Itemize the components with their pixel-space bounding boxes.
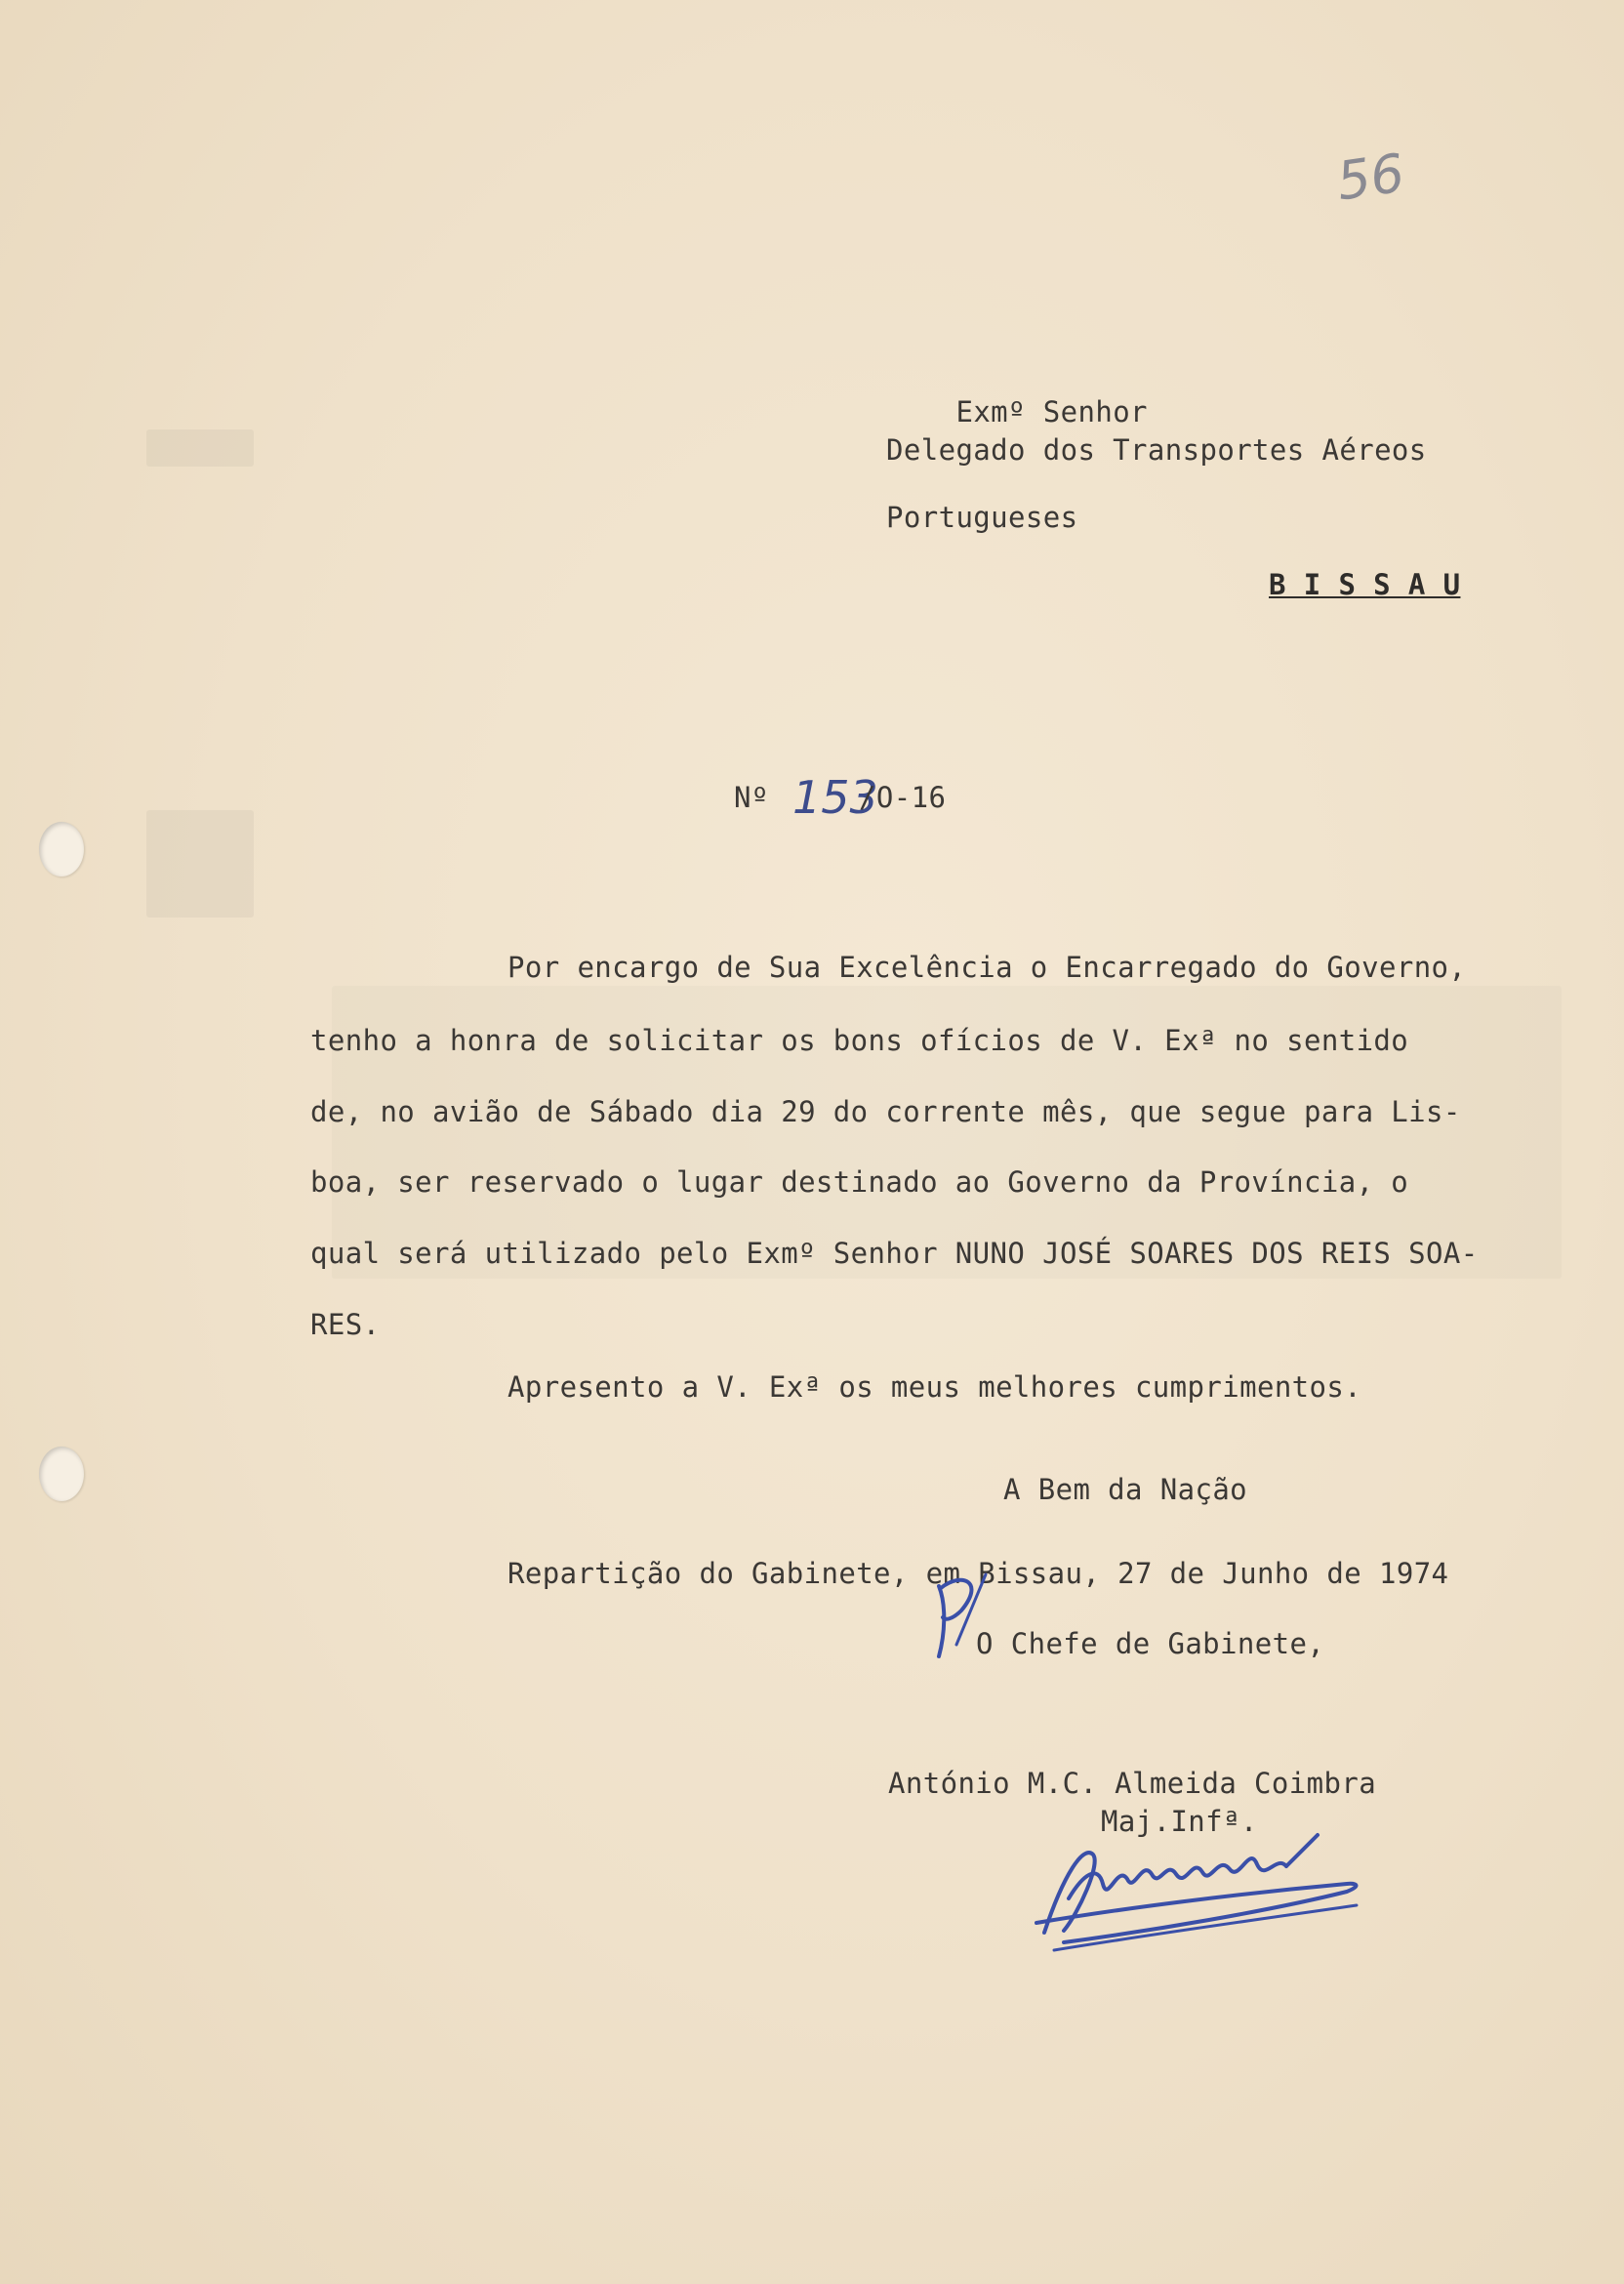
reference-suffix: /O-16 [859, 781, 947, 814]
folio-number: 56 [1332, 142, 1408, 213]
address-line-3: Portugueses [886, 501, 1078, 534]
show-through-mark [146, 810, 254, 918]
body-line-3: de, no avião de Sábado dia 29 do corrente mês, que segue para Lis- [310, 1095, 1461, 1128]
address-line-1: Exmº Senhor [955, 395, 1148, 428]
signer-name: António M.C. Almeida Coimbra [888, 1767, 1377, 1800]
reference-handwritten-number: 153 [792, 771, 878, 824]
body-line-1: Por encargo de Sua Excelência o Encarregado do Governo, [508, 951, 1467, 984]
show-through-mark [146, 429, 254, 467]
closing-greeting: Apresento a V. Exª os meus melhores cumprimentos. [508, 1370, 1362, 1404]
body-line-5: qual será utilizado pelo Exmº Senhor NUNO JOSÉ SOARES DOS REIS SOA- [310, 1237, 1479, 1270]
motto: A Bem da Nação [1003, 1473, 1248, 1506]
body-line-6: RES. [310, 1308, 381, 1341]
signer-rank: Maj.Infª. [1101, 1805, 1258, 1838]
punch-hole-bottom [39, 1447, 84, 1501]
body-line-2: tenho a honra de solicitar os bons ofícios de V. Exª no sentido [310, 1024, 1409, 1057]
punch-hole-top [39, 822, 84, 877]
address-city: B I S S A U [1269, 568, 1461, 601]
signature [1025, 1815, 1376, 1962]
address-line-2: Delegado dos Transportes Aéreos [886, 433, 1427, 467]
initial-mark [917, 1567, 1015, 1664]
body-line-4: boa, ser reservado o lugar destinado ao Governo da Província, o [310, 1165, 1409, 1199]
signer-title: O Chefe de Gabinete, [976, 1627, 1325, 1660]
reference-prefix: Nº [734, 781, 769, 814]
place-date: Repartição do Gabinete, em Bissau, 27 de Junho de 1974 [508, 1557, 1449, 1590]
